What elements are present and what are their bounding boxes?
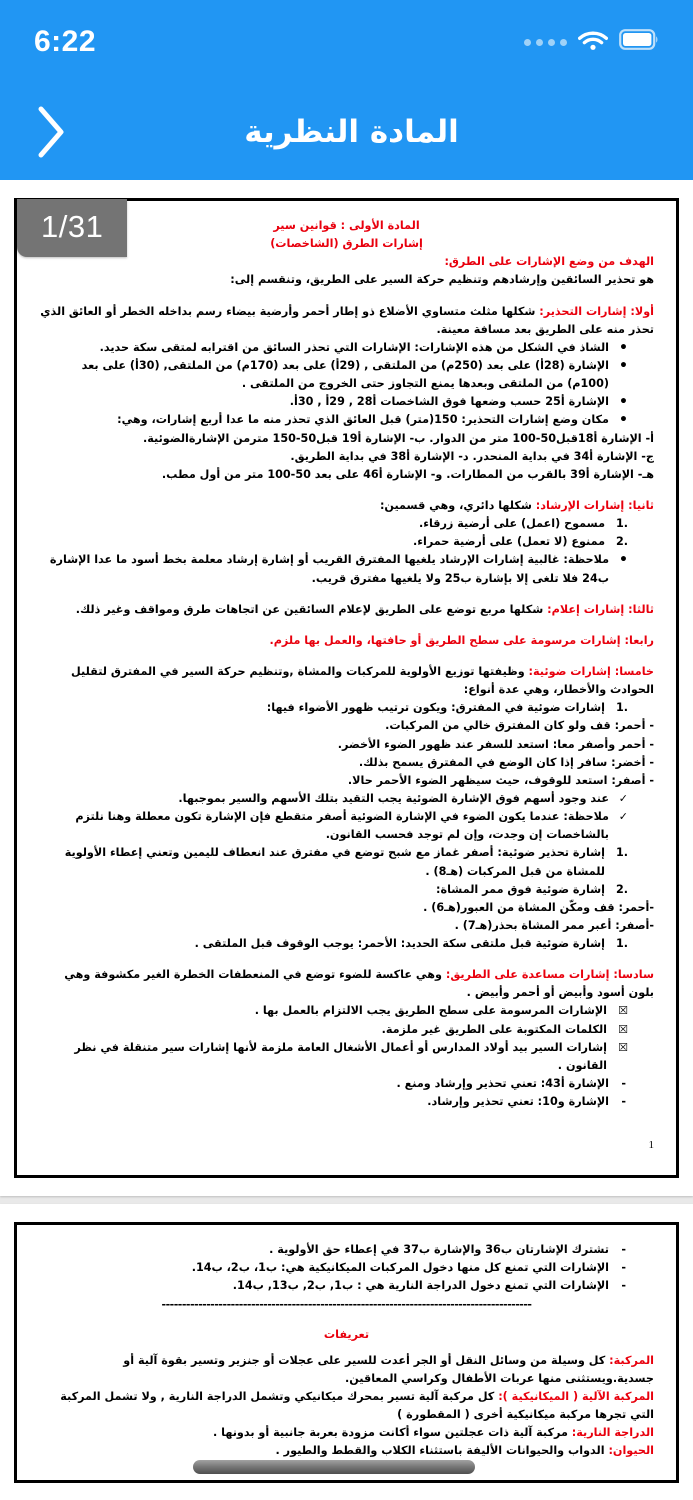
spacer: [39, 1345, 654, 1352]
paragraph: [39, 1442, 654, 1460]
list-item: ☒ إشارات السير بيد أولاد المدارس أو أعمال الأشغال العامة ملزمة لأنها إشارات سير متنقلة في نظر القانون .: [39, 1039, 628, 1075]
section-heading: تعريفات: [323, 1328, 370, 1342]
section-heading: إشارات الطرق (الشاخصات): [270, 237, 423, 251]
paragraph: [39, 1352, 654, 1388]
page-list: [0, 180, 693, 1500]
list-item: إشارات ضوئية في المفترق: ويكون ترتيب ظهور الأضواء فيها:: [266, 701, 605, 715]
numbered-list: [39, 699, 628, 717]
sub-line: أ- الإشارة أ18قبل50-100 متر من الدوار. ب- الإشارة أ19 قبل50-150 مترمن الإشارةالضوئية.: [143, 431, 654, 445]
paragraph: [39, 663, 654, 699]
section-heading: المادة الأولى : قوانين سير: [273, 219, 420, 232]
list-item: ☒ الإشارات المرسومة على سطح الطريق يجب الالتزام بالعمل بها .: [39, 1002, 628, 1020]
list-item: إشارة تحذير ضوئية: أصفر غماز مع شبح توضع في مفترق عند انعطاف لليمين وتعني إعطاء الأولوية للمشاة من قبل المركبات (هـ8) .: [64, 846, 605, 878]
status-bar-clock: 6:22: [34, 25, 97, 58]
paragraph: [39, 303, 654, 339]
divider: -------------------------------------------------------------------------------------------: [161, 1297, 532, 1311]
status-bar-indicators: [524, 29, 659, 56]
term-label: الحيوان:: [608, 1444, 654, 1458]
bullet-list: [39, 551, 628, 587]
list-item: إشارة ضوئية فوق ممر المشاة:: [436, 882, 605, 896]
signal-dots-icon: [524, 39, 567, 46]
sub-line: - أصفر: استعد للوقوف، حيث سيظهر الضوء الأحمر حالا.: [347, 773, 654, 787]
page-frame: [14, 198, 679, 1178]
battery-full-icon: [619, 29, 659, 55]
dash-list: [39, 1241, 628, 1295]
list-item: إشارة ضوئية قبل ملتقى سكة الحديد: الأحمر: يوجب الوقوف قبل الملتقى .: [194, 937, 605, 951]
list-item: • الإشارة أ25 حسب وضعها فوق الشاخصات أ28 , 29أ , 30أ.: [39, 393, 628, 411]
page-content: [39, 1241, 654, 1460]
term-definition: كل مركبة آلية تسير بمحرك ميكانيكي وتشمل الدراجة النارية , ولا تشمل المركبة التي تجرها مركبة ميكانيكية أخرى ( المقطورة ): [60, 1389, 654, 1421]
numbered-list: [39, 844, 628, 898]
list-item: - الإشارات التي تمنع دخول الدراجة النارية هي : ب1, ب2, ب13, ب14.: [39, 1277, 628, 1295]
list-item: مسموح (اعمل) على أرضية زرقاء.: [419, 517, 605, 531]
spacer: [39, 588, 654, 601]
paragraph: هو تحذير السائقين وإرشادهم وتنظيم حركة السير على الطريق، وتنقسم إلى:: [230, 273, 654, 287]
navigation-bar: [0, 84, 693, 180]
square-list: [39, 1002, 628, 1075]
list-item: ☒ الكلمات المكتوبة على الطريق غير ملزمة.: [39, 1021, 628, 1039]
list-item: ✓ ملاحظة: عندما يكون الضوء في الإشارة الضوئية أصفر متقطع فإن الإشارة تكون معطلة وهنا نلتزم بالشاخصات إن وجدت، وإن لم توجد فحسب القانون.: [39, 808, 628, 844]
spacer: [39, 953, 654, 966]
page-title: المادة النظرية: [244, 113, 459, 150]
list-item: - تشترك الإشارتان ب36 والإشارة ب37 في إعطاء حق الأولوية .: [39, 1241, 628, 1259]
bullet-list: [39, 339, 628, 430]
list-item: ✓ عند وجود أسهم فوق الإشارة الضوئية يجب التقيد بتلك الأسهم والسير بموجبها.: [39, 790, 628, 808]
dash-list: [39, 1075, 628, 1111]
term-definition: كل وسيلة من وسائل النقل أو الجر أعدت للسير على عجلات أو جنزير وتسير بقوة آلية أو جسدية.ويستثنى منها عربات الأطفال وكراسي المعاقين.: [123, 1353, 654, 1385]
paragraph: [39, 1424, 654, 1442]
spacer: [39, 619, 654, 632]
chevron-right-icon[interactable]: [14, 96, 86, 168]
term-label: المركبة:: [609, 1353, 654, 1367]
sub-line: -أحمر: قف ومكّن المشاة من العبور(هـ6) .: [423, 900, 654, 914]
page-frame: [14, 1222, 679, 1483]
term-definition: شكلها دائري، وهي قسمين:: [379, 498, 536, 512]
term-label: أولا: إشارات التحذير:: [539, 304, 654, 318]
document-page[interactable]: [0, 1204, 693, 1500]
paragraph: [39, 1388, 654, 1424]
numbered-list: [39, 935, 628, 953]
wifi-icon: [578, 29, 608, 56]
section-heading: رابعا: إشارات مرسومة على سطح الطريق أو حافتها، والعمل بها ملزم.: [269, 633, 654, 647]
document-page[interactable]: [0, 180, 693, 1196]
term-definition: وهي عاكسة للضوء توضع في المنعطفات الخطرة الغير مكشوفة وهي بلون أسود وأبيض أو أحمر وأبيض .: [64, 968, 654, 1000]
sub-line: - أحمر: قف ولو كان المفترق خالي من المركبات.: [385, 719, 654, 733]
app-header: [0, 0, 693, 180]
term-label: ثانيا: إشارات الإرشاد:: [535, 498, 654, 512]
paragraph: [39, 497, 654, 515]
term-label: خامسا: إشارات ضوئية:: [528, 664, 654, 678]
spacer: [39, 290, 654, 303]
list-item: • الشاذ في الشكل من هذه الإشارات: الإشارات التي تحذر السائق من اقترابه لمتقى سكة حديد.: [39, 339, 628, 357]
term-definition: مركبة آلية ذات عجلتين سواء أكانت مزودة بعربة جانبية أو بدونها .: [212, 1426, 572, 1440]
term-label: الدراجة النارية:: [571, 1426, 654, 1440]
list-item: ممنوع (لا تعمل) على أرضية حمراء.: [413, 535, 605, 549]
term-definition: وظيفتها توزيع الأولوية للمركبات والمشاة ,وتنظيم حركة السير في المفترق لتقليل الحوادث والأخطار، وهي عدة أنواع:: [71, 664, 654, 697]
term-definition: الدواب والحيوانات الأليفة باستثناء الكلاب والقطط والطيور .: [275, 1444, 609, 1458]
status-bar: [0, 0, 693, 84]
numbered-list: [39, 515, 628, 551]
term-label: سادسا: إشارات مساعدة على الطريق:: [445, 968, 654, 982]
term-definition: شكلها مثلث متساوي الأضلاع ذو إطار أحمر وأرضية بيضاء رسم بداخله الخطر أو العائق الذي تحذر منه على الطريق بعد مسافة معينة.: [40, 304, 654, 336]
section-heading: الهدف من وضع الإشارات على الطرق:: [444, 255, 654, 269]
page-counter-badge: 1/31: [17, 199, 127, 257]
paragraph: [39, 601, 654, 619]
list-item: - الإشارة أ43: تعني تحذير وإرشاد ومنع .: [39, 1075, 628, 1093]
page-content: [39, 217, 654, 1155]
sub-line: - أخضر: سافر إذا كان الوضع في المفترق يسمح بذلك.: [358, 755, 654, 769]
check-list: [39, 790, 628, 844]
printed-page-number: 1: [648, 1139, 654, 1152]
scroll-indicator[interactable]: [193, 1460, 475, 1474]
spacer: [39, 484, 654, 497]
list-item: • مكان وضع إشارات التحذير: 150(متر) قبل العائق الذي تحذر منه ما عدا أربع إشارات، وهي:: [39, 411, 628, 429]
paragraph: [39, 966, 654, 1002]
list-item: • الإشارة (28أ) على بعد (250م) من الملتقى , (29أ) على بعد (170م) من الملتقى, (30أ) على بعد (100م) من الملتقى وبعدها يمنع التجاوز حتى الخروج من الملتقى .: [39, 357, 628, 393]
spacer: [39, 1313, 654, 1326]
list-item: • ملاحظة: غالبية إشارات الإرشاد يلغيها المفترق القريب أو إشارة إرشاد معلمة بخط أسود ما عدا الإشارة ب24 فلا تلغى إلا بإشارة ب25 ولا يلغيها مفترق قريب.: [39, 551, 628, 587]
document-viewer[interactable]: [0, 180, 693, 1500]
term-label: ثالثا: إشارات إعلام:: [547, 602, 654, 616]
list-item: - الإشارة و10: تعني تحذير وإرشاد.: [39, 1093, 628, 1111]
list-item: - الإشارات التي تمنع كل منها دخول المركبات الميكانيكية هي: ب1، ب2، ب14.: [39, 1259, 628, 1277]
term-definition: شكلها مربع توضع على الطريق لإعلام السائقين عن اتجاهات طرق ومواقف وغير ذلك.: [75, 602, 548, 616]
sub-line: - أحمر وأصفر معا: استعد للسفر عند ظهور الضوء الأخضر.: [337, 737, 654, 751]
spacer: [39, 650, 654, 663]
sub-line: -أصفر: أعبر ممر المشاة بحذر(هـ7) .: [454, 918, 654, 932]
sub-line: ج- الإشارة أ34 في بداية المنحدر. د- الإشارة أ38 في بداية الطريق.: [290, 449, 654, 463]
term-label: المركبة الآلية ( الميكانيكية ):: [498, 1389, 654, 1403]
sub-line: هـ- الإشارة أ39 بالقرب من المطارات. و- الإشارة أ46 على بعد 50-100 متر من أول مطب.: [161, 467, 654, 481]
